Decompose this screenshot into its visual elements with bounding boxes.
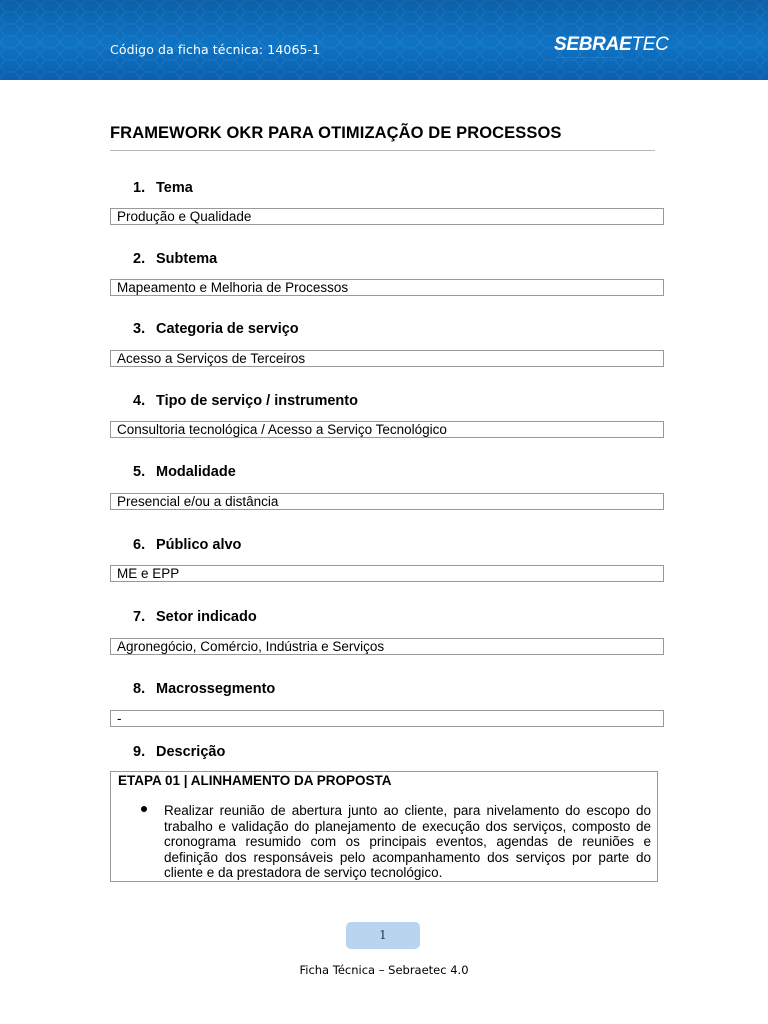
section-number: 9. <box>133 744 146 760</box>
footer-text: Ficha Técnica – Sebraetec 4.0 <box>299 963 469 977</box>
page-number-badge: 1 <box>346 922 420 949</box>
section-heading-tipo <box>133 393 358 409</box>
section-heading-setor <box>133 609 257 625</box>
section-number: 7. <box>133 609 146 625</box>
description-bullet-text: Realizar reunião de abertura junto ao cliente, para nivelamento do escopo do trabalho e validação do planejamento de execução dos serviços, composto de cronograma resumido com os principais eventos, agendas de reuniões e definição dos responsáveis pelo acompanhamento dos serviços por parte do cliente e da prestadora de serviço tecnológico. <box>164 803 651 880</box>
stage-title: ETAPA 01 | ALINHAMENTO DA PROPOSTA <box>118 773 392 788</box>
section-title: Modalidade <box>156 464 236 480</box>
section-title: Tema <box>156 180 193 196</box>
section-title: Subtema <box>156 251 218 267</box>
section-title: Público alvo <box>156 537 242 553</box>
section-number: 6. <box>133 537 146 553</box>
section-title: Descrição <box>156 744 226 760</box>
section-heading-publico <box>133 537 241 553</box>
section-title: Categoria de serviço <box>156 321 299 337</box>
section-title: Setor indicado <box>156 609 257 625</box>
section-heading-categoria <box>133 321 299 337</box>
logo-bold-text: SEBRAE <box>554 34 632 55</box>
page-header <box>0 0 768 80</box>
value-box-modalidade: Presencial e/ou a distância <box>110 493 664 510</box>
document-title: FRAMEWORK OKR PARA OTIMIZAÇÃO DE PROCESSOS <box>110 124 562 142</box>
section-heading-modalidade <box>133 464 236 480</box>
value-box-subtema: Mapeamento e Melhoria de Processos <box>110 279 664 296</box>
section-heading-macrossegmento <box>133 681 275 697</box>
value-box-categoria: Acesso a Serviços de Terceiros <box>110 350 664 367</box>
value-box-tipo: Consultoria tecnológica / Acesso a Serviço Tecnológico <box>110 421 664 438</box>
logo-light-text: TEC <box>631 34 669 55</box>
section-number: 8. <box>133 681 146 697</box>
technical-sheet-code: Código da ficha técnica: 14065-1 <box>110 42 321 57</box>
section-title: Tipo de serviço / instrumento <box>156 393 358 409</box>
value-box-setor: Agronegócio, Comércio, Indústria e Serviços <box>110 638 664 655</box>
description-box <box>110 771 658 882</box>
section-title: Macrossegmento <box>156 681 276 697</box>
value-box-macrossegmento: - <box>110 710 664 727</box>
section-heading-tema <box>133 180 193 196</box>
section-number: 4. <box>133 393 146 409</box>
value-box-publico: ME e EPP <box>110 565 664 582</box>
section-number: 5. <box>133 464 146 480</box>
title-divider <box>110 150 655 151</box>
section-number: 1. <box>133 180 146 196</box>
section-number: 3. <box>133 321 146 337</box>
section-heading-descricao <box>133 744 225 760</box>
logo-tagline-mark: ·········································· <box>557 56 623 60</box>
value-box-tema: Produção e Qualidade <box>110 208 664 225</box>
section-number: 2. <box>133 251 146 267</box>
bullet-dot-icon <box>141 806 147 812</box>
sebraetec-logo <box>554 34 669 62</box>
section-heading-subtema <box>133 251 217 267</box>
